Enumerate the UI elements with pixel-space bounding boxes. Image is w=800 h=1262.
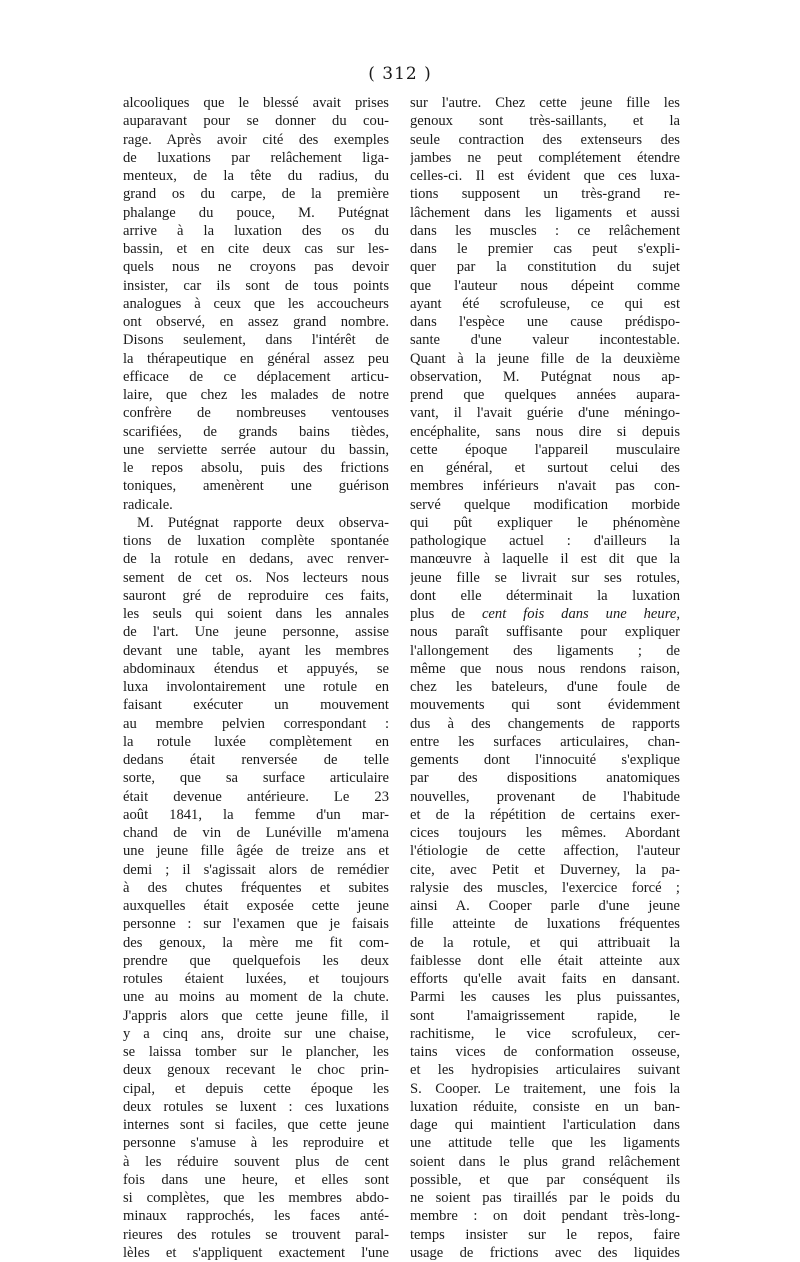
text-line: de luxations par relâchement liga- — [123, 149, 389, 166]
text-line: membre : on doit pendant très-long- — [410, 1208, 680, 1225]
text-line: la thérapeutique en général assez peu — [123, 350, 389, 367]
text-line: scarifiées, de grands bains tièdes, — [123, 423, 389, 440]
text-line: quels nous ne croyons pas devoir — [123, 259, 389, 276]
text-line: soient dans le plus grand relâchement — [410, 1153, 680, 1170]
text-line: radicale. — [123, 496, 173, 513]
text-line: dans le premier cas peut s'expli- — [410, 241, 680, 257]
text-line: phalange du pouce, M. Putégnat — [123, 204, 389, 221]
text-line: que l'auteur nous dépeint comme — [410, 277, 680, 294]
left-text-column — [123, 94, 389, 1262]
text-line: luxation réduite, consiste en un ban- — [410, 1098, 680, 1115]
text-line: prend que quelques années aupara- — [410, 387, 680, 403]
text-line: des genoux, la mère me fit com- — [123, 934, 389, 951]
text-line: à les réduire souvent plus de cent — [123, 1153, 389, 1170]
text-line: dont elle déterminait la luxation — [410, 587, 680, 604]
text-line: nouvelles, provenant de l'habitude — [410, 788, 680, 805]
text-line: de la rotule, et qui attribuait la — [410, 934, 680, 951]
text-line: laire, que chez les malades de notre — [123, 387, 389, 403]
text-line: dans les muscles : ce relâchement — [410, 222, 680, 239]
text-line: devant une table, ayant les membres — [123, 642, 389, 659]
text-line: chand de vin de Lunéville m'amena — [123, 825, 389, 841]
text-line: si complètes, que les membres abdo- — [123, 1190, 389, 1206]
text-line: efforts qu'elle avait faits en dansant. — [410, 971, 680, 987]
text-line: ayant été scrofuleuse, ce qui est — [410, 295, 680, 312]
text-line: sont l'amaigrissement rapide, le — [410, 1007, 680, 1024]
text-line: prendre que quelquefois les deux — [123, 952, 389, 969]
text-line: abdominaux étendus et appuyés, se — [123, 660, 389, 677]
text-line: sement de cet os. Nos lecteurs nous — [123, 569, 389, 586]
text-line: encéphalite, sans nous dire si depuis — [410, 423, 680, 440]
text-line: tions de luxation complète spontanée — [123, 533, 389, 549]
text-line: temps insister sur le repos, faire — [410, 1226, 680, 1243]
text-line: et les hydropisies articulaires suivant — [410, 1062, 680, 1079]
text-line: sorte, que sa surface articulaire — [123, 770, 389, 787]
text-line: faisant exécuter un mouvement — [123, 697, 389, 714]
text-line: quer par la constitution du sujet — [410, 259, 680, 276]
text-line: gements dont l'innocuité s'explique — [410, 752, 680, 768]
text-line: Disons seulement, dans l'intérêt de — [123, 332, 389, 349]
text-line: y a cinq ans, droite sur une chaise, — [123, 1025, 389, 1042]
text-line: et de la répétition de certains exer- — [410, 806, 680, 823]
text-line: ralysie des muscles, l'exercice forcé ; — [410, 879, 680, 896]
text-line: le repos absolu, puis des frictions — [123, 460, 389, 476]
text-line: manœuvre à laquelle il est dit que la — [410, 551, 680, 568]
text-line: servé quelque modification morbide — [410, 496, 680, 513]
text-segment: , — [676, 606, 680, 622]
text-line: observation, M. Putégnat nous ap- — [410, 368, 680, 385]
text-line: tains vices de conformation osseuse, — [410, 1044, 680, 1060]
text-line: chez les bateleurs, d'une foule de — [410, 679, 680, 695]
text-line: membres inférieurs n'avait pas con- — [410, 478, 680, 495]
text-line: analogues à ceux que les accoucheurs — [123, 295, 389, 312]
text-line: de la rotule en dedans, avec renver- — [123, 551, 389, 568]
text-line: genoux sont très-saillants, et la — [410, 113, 680, 130]
text-line: demi ; il s'agissait alors de remédier — [123, 861, 389, 878]
text-line: faiblesse dont elle était atteinte aux — [410, 952, 680, 969]
page-number: ( 312 ) — [368, 64, 432, 84]
text-line: une serviette serrée autour du bassin, — [123, 441, 389, 458]
text-line: rage. Après avoir cité des exemples — [123, 131, 389, 148]
text-line: rachitisme, le vice scrofuleux, cer- — [410, 1025, 680, 1042]
text-line: efficace de ce déplacement articu- — [123, 368, 389, 385]
text-line: deux rotules se luxent : ces luxations — [123, 1098, 389, 1115]
text-line: grand os du carpe, de la première — [123, 186, 389, 203]
text-line: de l'art. Une jeune personne, assise — [123, 624, 389, 641]
text-line: lèles et s'appliquent exactement l'une — [123, 1244, 389, 1261]
text-line: insister, car ils sont de tous points — [123, 277, 389, 294]
text-line: minaux rapprochés, les faces anté- — [123, 1208, 389, 1225]
text-line: pathologique actuel : d'ailleurs la — [410, 533, 680, 549]
text-line: cite, avec Petit et Duverney, la pa- — [410, 861, 680, 878]
text-line: dedans était renversée de telle — [123, 752, 389, 768]
text-line: dage qui maintient l'articulation dans — [410, 1117, 680, 1133]
text-line: l'étiologie de cette affection, l'auteur — [410, 843, 680, 860]
text-line: menteux, de la tête du radius, du — [123, 168, 389, 184]
text-line: une attitude telle que les ligaments — [410, 1135, 680, 1152]
text-line: fille atteinte de luxations fréquentes — [410, 916, 680, 933]
text-line: personne : sur l'examen que je faisais — [123, 916, 389, 933]
text-line: auparavant pour se donner du cou- — [123, 113, 389, 130]
text-line: Parmi les causes les plus puissantes, — [410, 989, 680, 1006]
text-line: dans l'espèce une cause prédispo- — [410, 314, 680, 330]
text-line: à des chutes fréquentes et subites — [123, 879, 389, 896]
text-line: nous paraît suffisante pour expliquer — [410, 624, 680, 641]
text-line: Quant à la jeune fille de la deuxième — [410, 350, 680, 367]
text-line: confrère de nombreuses ventouses — [123, 405, 389, 422]
text-line: cette époque l'appareil musculaire — [410, 441, 680, 458]
text-line: vant, il l'avait guérie d'une méningo- — [410, 405, 680, 422]
text-line: toniques, amenèrent une guérison — [123, 478, 389, 495]
text-line: qui pût expliquer le phénomène — [410, 514, 680, 531]
text-line: auxquelles était exposée cette jeune — [123, 898, 389, 914]
text-line: fois dans une heure, et elles sont — [123, 1171, 389, 1188]
text-line: était devenue antérieure. Le 23 — [123, 788, 389, 805]
text-line: ne soient pas tiraillés par le poids du — [410, 1190, 680, 1206]
text-line: rieures des rotules se trouvent paral- — [123, 1226, 389, 1243]
text-line: ainsi A. Cooper parle d'une jeune — [410, 898, 680, 914]
text-line: lâchement dans les ligaments et aussi — [410, 204, 680, 221]
text-line: alcooliques que le blessé avait prises — [123, 95, 389, 111]
text-line: seule contraction des extenseurs des — [410, 131, 680, 148]
text-line: août 1841, la femme d'un mar- — [123, 806, 389, 823]
text-line: entre les surfaces articulaires, chan- — [410, 733, 680, 750]
text-line: une au moins au moment de la chute. — [123, 989, 389, 1006]
text-line: celles-ci. Il est évident que ces luxa- — [410, 168, 680, 184]
italic-phrase: cent fois dans une heure — [481, 606, 677, 622]
text-line: jeune fille se livrait sur ses rotules, — [410, 569, 680, 586]
text-line: cices toujours les mêmes. Abordant — [410, 825, 680, 841]
text-line: même que nous nous rendons raison, — [410, 660, 680, 677]
text-line: bassin, et en cite deux cas sur les- — [123, 241, 389, 257]
text-line: dus à des changements de rapports — [410, 715, 680, 732]
text-line: possible, et que par conséquent ils — [410, 1171, 680, 1188]
text-line: sur l'autre. Chez cette jeune fille les — [410, 95, 680, 111]
text-line: les seuls qui soient dans les annales — [123, 606, 389, 622]
text-line: l'allongement des ligaments ; de — [410, 642, 680, 659]
text-line: internes sont si faciles, que cette jeune — [123, 1117, 389, 1133]
text-line: se laissa tomber sur le plancher, les — [123, 1044, 389, 1060]
text-line: ont observé, en assez grand nombre. — [123, 314, 389, 330]
text-line: une jeune fille âgée de treize ans et — [123, 843, 389, 860]
text-line: M. Putégnat rapporte deux observa- — [137, 514, 389, 531]
text-line: par des dispositions anatomiques — [410, 770, 680, 787]
text-line: sante d'une valeur incontestable. — [410, 332, 680, 349]
text-line: sauront gré de reproduire ces faits, — [123, 587, 389, 604]
text-line: au membre pelvien correspondant : — [123, 715, 389, 732]
text-line: cipal, et depuis cette époque les — [123, 1080, 389, 1097]
text-line: arrive à la luxation des os du — [123, 222, 389, 239]
text-line: en général, et surtout celui des — [410, 460, 680, 476]
text-line: deux genoux recevant le choc prin- — [123, 1062, 389, 1079]
text-line: luxa involontairement une rotule en — [123, 679, 389, 695]
text-line: personne s'amuse à les reproduire et — [123, 1135, 389, 1152]
right-text-column — [410, 94, 680, 1262]
text-line: la rotule luxée complètement en — [123, 733, 389, 750]
text-line: usage de frictions avec des liquides — [410, 1244, 680, 1261]
text-line: rotules étaient luxées, et toujours — [123, 971, 389, 987]
text-line: mouvements qui sont évidemment — [410, 697, 680, 714]
text-line: J'appris alors que cette jeune fille, il — [123, 1007, 389, 1024]
text-line: S. Cooper. Le traitement, une fois la — [410, 1080, 680, 1097]
text-line: tions supposent un très-grand re- — [410, 186, 680, 203]
text-segment: plus de — [410, 606, 482, 622]
text-line: jambes ne peut complétement étendre — [410, 149, 680, 166]
text-line — [410, 605, 680, 623]
